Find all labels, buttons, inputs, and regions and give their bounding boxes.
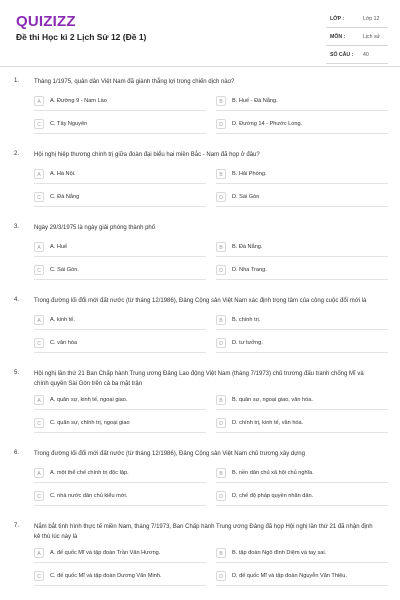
answer-option[interactable] — [34, 262, 206, 280]
option-letter-box[interactable]: A — [34, 96, 44, 106]
option-text: C. Tây Nguyên — [50, 121, 88, 127]
option-text: A. Hà Nội. — [50, 171, 76, 177]
option-letter-box[interactable]: A — [34, 315, 44, 325]
option-text: B. tập đoàn Ngô đình Diệm và tay sai. — [232, 550, 327, 556]
option-row — [34, 239, 400, 262]
option-letter-box[interactable]: A — [34, 468, 44, 478]
meta-label: SỐ CÂU : — [330, 52, 354, 58]
answer-option[interactable] — [216, 335, 388, 353]
meta-label: LỚP : — [330, 16, 345, 22]
question-header — [0, 293, 400, 309]
question-item — [0, 446, 400, 511]
option-underline — [216, 432, 388, 433]
option-underline — [216, 562, 388, 563]
question-text: Trong đường lối đổi mới đất nước (từ tháng 12/1986), Đảng Cộng sản Việt Nam chủ trương xây dựng — [34, 451, 305, 457]
option-text: D. tư tưởng. — [232, 340, 263, 346]
option-text: D. Sài Gòn — [232, 194, 260, 200]
option-row — [34, 415, 400, 438]
answer-options — [0, 542, 400, 591]
question-text: Nắm bắt tình hình thực tế miền Nam, tháng 7/1973, Ban Chấp hành Trung ương Đảng đã họp Hội nghị lần thứ 21 đã nhận định kẻ thù lúc này là — [34, 524, 373, 540]
answer-option[interactable] — [216, 488, 388, 506]
option-text: B. Hải Phòng. — [232, 171, 267, 177]
answer-option[interactable] — [34, 392, 206, 410]
answer-option[interactable] — [216, 116, 388, 134]
question-header — [0, 519, 400, 542]
option-text: D. Đường 14 - Phước Long. — [232, 121, 303, 127]
option-row — [34, 312, 400, 335]
meta-row-count — [326, 48, 388, 64]
option-text: C. nhà nước dân chủ kiểu mới. — [50, 493, 128, 499]
answer-option[interactable] — [34, 166, 206, 184]
answer-options — [0, 309, 400, 358]
answer-option[interactable] — [34, 568, 206, 586]
option-letter-box[interactable]: B — [216, 242, 226, 252]
question-header — [0, 366, 400, 389]
answer-option[interactable] — [216, 415, 388, 433]
option-letter-box[interactable]: C — [34, 119, 44, 129]
meta-row-class — [326, 12, 388, 28]
option-text: A. Huế — [50, 244, 68, 250]
option-underline — [34, 432, 206, 433]
option-underline — [216, 110, 388, 111]
option-text: D. Nha Trang. — [232, 267, 267, 273]
option-row — [34, 488, 400, 511]
option-text: A. Đường 9 - Nam Lào — [50, 98, 107, 104]
option-underline — [34, 279, 206, 280]
option-letter-box[interactable]: D — [216, 192, 226, 202]
question-number: 3. — [14, 224, 20, 230]
option-text: C. quân sự, chính trị, ngoại giao — [50, 420, 130, 426]
question-header — [0, 220, 400, 236]
answer-option[interactable] — [216, 312, 388, 330]
meta-row-subject — [326, 30, 388, 46]
option-text: C. Sài Gòn. — [50, 267, 79, 273]
option-text: A. đế quốc Mĩ và tập đoàn Trần Văn Hương. — [50, 550, 161, 556]
option-underline — [216, 585, 388, 586]
question-item — [0, 519, 400, 591]
answer-option[interactable] — [216, 93, 388, 111]
option-underline — [216, 409, 388, 410]
question-text: Hội nghị lần thứ 21 Ban Chấp hành Trung ương Đảng Lao động Việt Nam (tháng 7/1973) chủ trương đấu tranh chống Mĩ và chính quyền Sài Gòn trên cả ba mặt trận — [34, 371, 364, 387]
option-row — [34, 166, 400, 189]
option-underline — [216, 206, 388, 207]
option-text: D. chế độ pháp quyền nhân dân. — [232, 493, 314, 499]
document-title: Đề thi Học kì 2 Lịch Sử 12 (Đề 1) — [16, 32, 147, 42]
answer-option[interactable] — [216, 568, 388, 586]
option-letter-box[interactable]: D — [216, 119, 226, 129]
option-letter-box[interactable]: D — [216, 418, 226, 428]
option-underline — [34, 183, 206, 184]
question-number: 7. — [14, 523, 20, 529]
meta-label: MÔN : — [330, 34, 346, 40]
question-number: 5. — [14, 370, 20, 376]
question-number: 4. — [14, 297, 20, 303]
question-number: 1. — [14, 78, 20, 84]
option-letter-box[interactable]: A — [34, 395, 44, 405]
header-divider — [0, 66, 400, 67]
option-letter-box[interactable]: B — [216, 169, 226, 179]
option-text: C. văn hóa — [50, 340, 78, 346]
option-text: B. Huế - Đà Nẵng. — [232, 98, 278, 104]
option-letter-box[interactable]: A — [34, 242, 44, 252]
option-row — [34, 335, 400, 358]
option-underline — [34, 562, 206, 563]
option-text: B. nền dân chủ xã hội chủ nghĩa. — [232, 470, 314, 476]
answer-option[interactable] — [34, 312, 206, 330]
option-underline — [34, 329, 206, 330]
option-letter-box[interactable]: D — [216, 491, 226, 501]
question-list — [0, 74, 400, 591]
meta-value: Lịch sử — [363, 34, 381, 40]
answer-options — [0, 163, 400, 212]
answer-option[interactable] — [34, 116, 206, 134]
option-letter-box[interactable]: A — [34, 548, 44, 558]
question-item — [0, 74, 400, 139]
option-underline — [34, 585, 206, 586]
question-header — [0, 74, 400, 90]
header — [0, 0, 400, 66]
answer-option[interactable] — [216, 545, 388, 563]
option-underline — [216, 482, 388, 483]
option-row — [34, 568, 400, 591]
question-text: Ngày 29/3/1975 là ngày giải phóng thành phố — [34, 225, 156, 231]
option-letter-box[interactable]: A — [34, 169, 44, 179]
question-item — [0, 220, 400, 285]
option-text: C. Đà Nẵng — [50, 194, 80, 200]
answer-option[interactable] — [216, 189, 388, 207]
answer-option[interactable] — [34, 488, 206, 506]
question-text: Trong đường lối đổi mới đất nước (từ tháng 12/1986), Đảng Cộng sản Việt Nam xác định trọng tâm của công cuộc đổi mới là — [34, 298, 367, 304]
option-row — [34, 545, 400, 568]
option-row — [34, 116, 400, 139]
option-text: D. đế quốc Mĩ và tập đoàn Nguyễn Văn Thiệu. — [232, 573, 347, 579]
option-row — [34, 262, 400, 285]
question-item — [0, 147, 400, 212]
option-letter-box[interactable]: D — [216, 265, 226, 275]
option-letter-box[interactable]: C — [34, 265, 44, 275]
option-letter-box[interactable]: C — [34, 418, 44, 428]
meta-info — [326, 12, 388, 64]
option-underline — [216, 133, 388, 134]
option-underline — [216, 329, 388, 330]
answer-options — [0, 236, 400, 285]
answer-option[interactable] — [34, 335, 206, 353]
answer-option[interactable] — [34, 545, 206, 563]
quizizz-logo[interactable]: QUIZIZZ — [16, 13, 76, 30]
answer-option[interactable] — [216, 166, 388, 184]
option-underline — [34, 110, 206, 111]
answer-options — [0, 90, 400, 139]
option-letter-box[interactable]: B — [216, 315, 226, 325]
option-underline — [34, 256, 206, 257]
option-letter-box[interactable]: B — [216, 395, 226, 405]
question-number: 6. — [14, 450, 20, 456]
option-text: C. đế quốc Mĩ và tập đoàn Dương Văn Minh. — [50, 573, 162, 579]
option-row — [34, 465, 400, 488]
option-text: A. một thể chế chính trị độc lập. — [50, 470, 129, 476]
option-underline — [216, 256, 388, 257]
option-underline — [34, 206, 206, 207]
question-number: 2. — [14, 151, 20, 157]
option-text: B. quân sự, ngoại giao, văn hóa. — [232, 397, 313, 403]
option-letter-box[interactable]: C — [34, 491, 44, 501]
option-row — [34, 189, 400, 212]
option-underline — [34, 133, 206, 134]
question-text: Hội nghị hiệp thương chính trị giữa đoàn đại biểu hai miền Bắc - Nam đã họp ở đâu? — [34, 152, 260, 158]
option-text: D. chính trị, kinh tế, văn hóa. — [232, 420, 304, 426]
answer-option[interactable] — [34, 239, 206, 257]
answer-option[interactable] — [216, 239, 388, 257]
question-header — [0, 147, 400, 163]
option-underline — [34, 482, 206, 483]
answer-options — [0, 389, 400, 438]
question-header — [0, 446, 400, 462]
answer-option[interactable] — [34, 465, 206, 483]
option-underline — [34, 352, 206, 353]
option-letter-box[interactable]: D — [216, 571, 226, 581]
option-letter-box[interactable]: C — [34, 192, 44, 202]
option-text: A. quân sự, kinh tế, ngoại giao. — [50, 397, 128, 403]
answer-option[interactable] — [216, 392, 388, 410]
meta-value: Lớp 12 — [363, 16, 380, 22]
answer-option[interactable] — [216, 465, 388, 483]
option-text: B. Đà Nẵng. — [232, 244, 263, 250]
question-text: Tháng 1/1975, quân dân Việt Nam đã giành thắng lợi trong chiến dịch nào? — [34, 79, 235, 85]
option-underline — [216, 279, 388, 280]
option-underline — [216, 505, 388, 506]
option-letter-box[interactable]: C — [34, 571, 44, 581]
option-underline — [34, 409, 206, 410]
option-letter-box[interactable]: D — [216, 338, 226, 348]
answer-option[interactable] — [34, 415, 206, 433]
question-item — [0, 366, 400, 438]
option-row — [34, 392, 400, 415]
option-text: A. kinh tế. — [50, 317, 75, 323]
option-row — [34, 93, 400, 116]
option-letter-box[interactable]: C — [34, 338, 44, 348]
answer-option[interactable] — [216, 262, 388, 280]
option-underline — [216, 352, 388, 353]
answer-option[interactable] — [34, 93, 206, 111]
option-letter-box[interactable]: B — [216, 468, 226, 478]
answer-options — [0, 462, 400, 511]
option-text: B. chính trị. — [232, 317, 261, 323]
option-letter-box[interactable]: B — [216, 548, 226, 558]
meta-value: 40 — [363, 52, 369, 58]
option-letter-box[interactable]: B — [216, 96, 226, 106]
option-underline — [216, 183, 388, 184]
option-underline — [34, 505, 206, 506]
question-item — [0, 293, 400, 358]
answer-option[interactable] — [34, 189, 206, 207]
